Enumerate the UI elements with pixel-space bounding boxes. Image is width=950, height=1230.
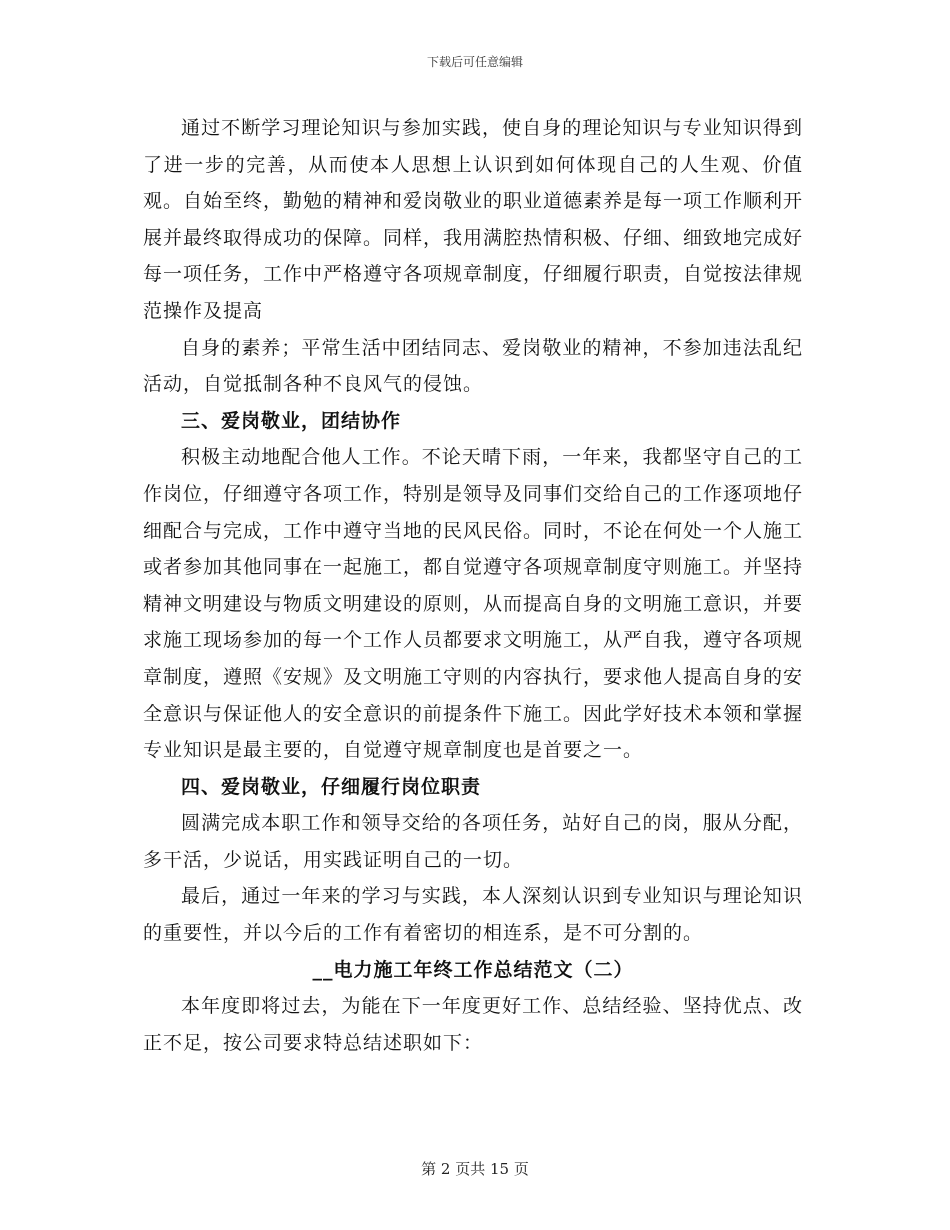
- section-heading-4: 四、爱岗敬业，仔细履行岗位职责: [181, 775, 482, 798]
- paragraph-study: 通过不断学习理论知识与参加实践，使自身的理论知识与专业知识得到了进一步的完善，从而使本人思想上认识到如何体现自己的人生观、价值观。自始至终，勤勉的精神和爱岗敬业的职业道德素养是每一项工作顺利开展并最终取得成功的保障。同样，我用满腔热情积极、仔细、细致地完成好每一项任务，工作中严格遵守各项规章制度，仔细履行职责，自觉按法律规范操作及提高: [143, 117, 804, 322]
- paragraph-duties: 圆满完成本职工作和领导交给的各项任务，站好自己的岗，服从分配，多干活，少说话，用实践证明自己的一切。: [143, 812, 803, 871]
- page-number: 第 2 页共 15 页: [421, 1160, 529, 1178]
- page-header-note: 下载后可任意编辑: [426, 55, 523, 69]
- paragraph-self-discipline: 自身的素养；平常生活中团结同志、爱岗敬业的精神，不参加违法乱纪活动，自觉抵制各种不良风气的侵蚀。: [143, 336, 803, 396]
- paragraph-intro-2: 本年度即将过去，为能在下一年度更好工作、总结经验、坚持优点、改正不足，按公司要求特总结述职如下：: [143, 995, 803, 1054]
- article-title-2: __电力施工年终工作总结范文（二）: [312, 958, 634, 981]
- document-body: [143, 110, 803, 1061]
- paragraph-teamwork: 积极主动地配合他人工作。不论天晴下雨，一年来，我都坚守自己的工作岗位，仔细遵守各项工作，特别是领导及同事们交给自己的工作逐项地仔细配合与完成，工作中遵守当地的民风民俗。同时，不论在何处一个人施工或者参加其他同事在一起施工，都自觉遵守各项规章制度守则施工。并坚持精神文明建设与物质文明建设的原则，从而提高自身的文明施工意识，并要求施工现场参加的每一个工作人员都要求文明施工，从严自我，遵守各项规章制度，遵照《安规》及文明施工守则的内容执行，要求他人提高自身的安全意识与保证他人的安全意识的前提条件下施工。因此学好技术本领和掌握专业知识是最主要的，自觉遵守规章制度也是首要之一。: [143, 446, 804, 762]
- section-heading-3: 三、爱岗敬业，团结协作: [181, 409, 402, 432]
- paragraph-conclusion: 最后，通过一年来的学习与实践，本人深刻认识到专业知识与理论知识的重要性，并以今后的工作有着密切的相连系，是不可分割的。: [143, 885, 803, 945]
